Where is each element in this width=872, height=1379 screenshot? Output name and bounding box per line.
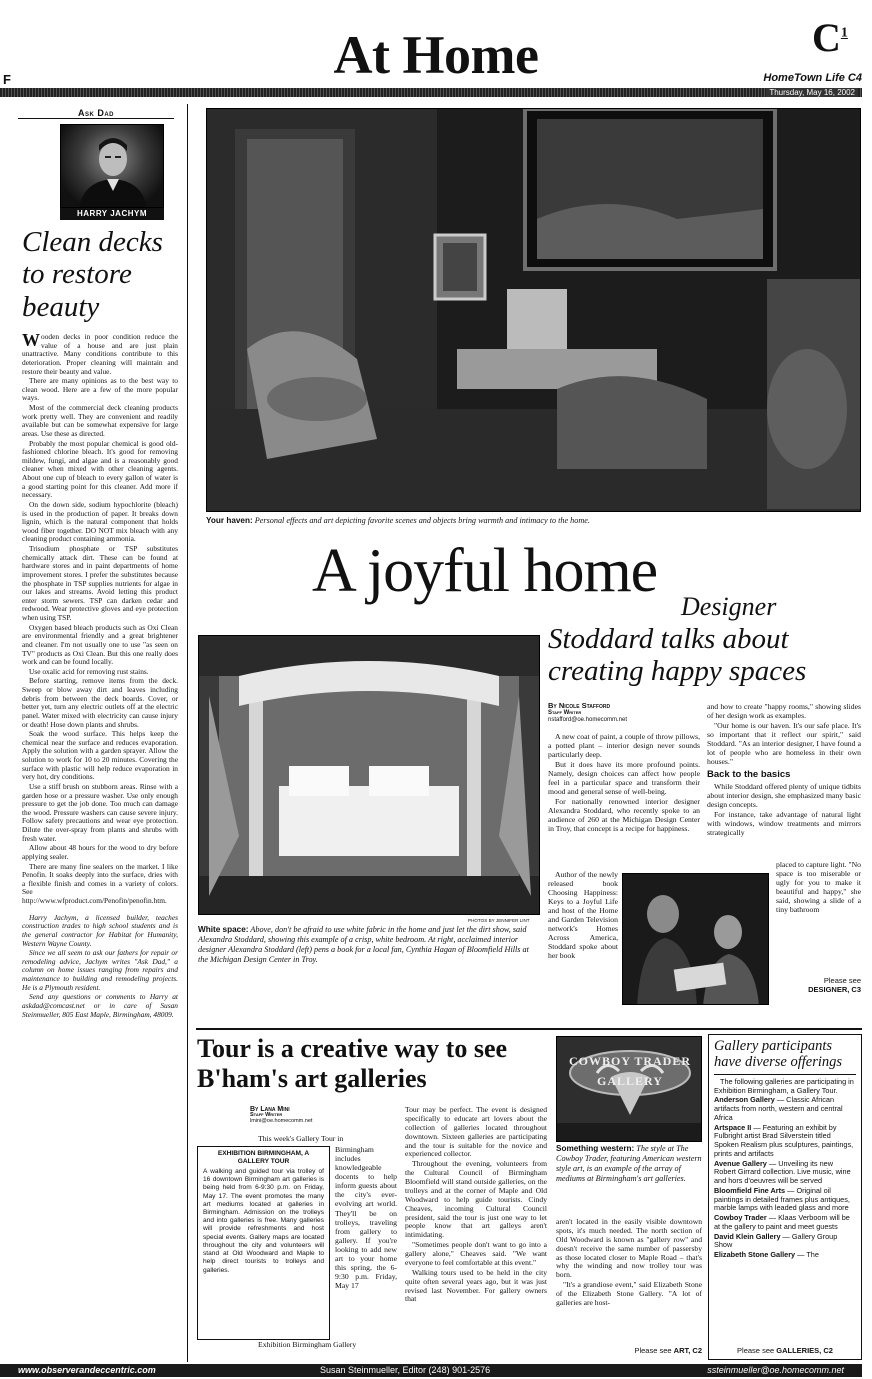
tour-headline: Tour is a creative way to see B'ham's art galleries [197, 1034, 508, 1093]
tour-lead-tail: Exhibition Birmingham Gallery [258, 1340, 357, 1349]
ask-dad-label: Ask Dad [78, 108, 115, 118]
main-col-2: and how to create "happy rooms," showing slides of her design work as examples. "Our home is our haven. It's our safe place. It's so important that it reflect our spirit," said Stoddard. "As an interior designer, I have found a lot of people who are homeless in their own houses." Back to the basics While Stoddard offered plenty of unique tidbits about interior design, she emphasized many basic design concepts. For instance, take advantage of natural light with windows, window treatments and mirrors strategically [707, 702, 861, 838]
gallery-participants-box [708, 1034, 862, 1360]
footer-email[interactable]: ssteinmueller@oe.homecomm.net [707, 1365, 844, 1375]
gallery-item: Artspace II — Featuring an exhibit by Fulbright artist Brad Silverstein titled Spoken Realism plus sculptures, paintings, prints and artifacts [714, 1122, 854, 1158]
gallery-box-title: Gallery participants have diverse offerings [714, 1038, 843, 1070]
section-f-mark: F [3, 72, 11, 87]
gallery-item: David Klein Gallery — Gallery Group Show [714, 1231, 838, 1250]
cowboy-trader-sign-text: COWBOY TRADER GALLERY [568, 1054, 691, 1089]
section-page-letter: $C^1$ [812, 15, 848, 60]
gallery-item: Avenue Gallery — Unveiling its new Robert Girrard collection. Live music, wine and hors d'oeuvres will be served [714, 1158, 851, 1186]
drop-cap: W [22, 330, 40, 350]
tour-top-rule [196, 1028, 862, 1030]
gallery-intro: The following galleries are participating in Exhibition Birmingham, a Gallery Tour. [714, 1076, 854, 1095]
gallery-list [714, 1078, 856, 1260]
tour-col-3: Tour may be perfect. The event is designed specifically to educate art lovers about the collection of galleries located throughout downtown. Sixteen galleries are participating and the tour is suitable for the novice and experienced collector. Throughout the evening, volunteers from the Cultural Council of Birmingham Bloomfield will stand outside galleries, on the trolleys and at the corner of Maple and Old Woodward to help guide tourists. Cindy Cheaves, incoming Cultural Council president, said the tour is just one way to let people know that art galleys aren't intimidating. "Sometimes people don't want to go into a gallery alone," Cheaves said. "We want everyone to feel comfortable at this event." Walking tours used to be held in the city quite often several years ago, but it was just revised last November. For gallery owners that [405, 1105, 547, 1304]
white-bedroom-photo [198, 635, 540, 915]
footer-editor: Susan Steinmueller, Editor (248) 901-2576 [320, 1365, 491, 1375]
footer-bar [0, 1364, 862, 1377]
gallery-item: Cowboy Trader — Klaas Verboom will be at the gallery to paint and meet guests [714, 1213, 850, 1231]
stoddard-signing-photo [622, 873, 769, 1005]
footer-website[interactable]: www.observerandeccentric.com [18, 1365, 156, 1375]
ask-dad-rule [18, 118, 174, 119]
gallery-box-rule [714, 1074, 856, 1075]
tour-col-4: aren't located in the easily visible downtown spots, it's much needed. The north section of Old Woodward is known as "gallery row" and doesn't receive the same number of passersby as those located closer to Maple Road – that's why the winding and now trolley tour was born. "It's a grandiose event," said Elizabeth Stone of the Elizabeth Stone Gallery. "A lot of galleries are host- [556, 1217, 702, 1307]
top-photo-caption: Your haven: Personal effects and art depicting favorite scenes and objects bring warmth and intimacy to the home. [206, 516, 590, 525]
section-title: At Home [333, 25, 539, 85]
gallery-item: Elizabeth Stone Gallery — The [714, 1250, 819, 1260]
column-divider [187, 104, 188, 1362]
main-deck-word: Designer [681, 592, 777, 621]
columnist-name-bar: HARRY JACHYM [60, 208, 164, 220]
gallery-item: Anderson Gallery — Classic African artifacts from north, western and central Africa [714, 1095, 843, 1122]
galleries-jump[interactable]: Please see GALLERIES, C2 [737, 1346, 833, 1355]
subhead-basics: Back to the basics [707, 769, 791, 780]
tour-col-2: Birmingham includes knowledgeable docents to help inform guests about the city's ever-evolving art world. They'll be on trolleys, traveling from gallery to gallery. If you're looking to add new art to your home this spring, the 6-9:30 p.m. Friday, May 17 [335, 1145, 397, 1291]
cowboy-trader-photo [556, 1036, 702, 1142]
hometown-label: HomeTown Life C4 [763, 72, 862, 84]
tour-lead: This week's Gallery Tour in [258, 1134, 344, 1143]
issue-date: Thursday, May 16, 2002 [766, 88, 858, 97]
main-headline: A joyful home [312, 537, 658, 605]
columnist-photo [60, 124, 164, 208]
main-col-2-tail: placed to capture light. "No space is too miserable or ugly for you to make it beautiful and happy," she said, showing a slide of a tiny bathroom [776, 860, 861, 914]
ask-dad-headline: Clean decks to restore beauty [22, 226, 163, 323]
tour-byline: By Lana Mini Staff Writer lmini@oe.homecomm.net [250, 1106, 313, 1125]
masthead-bar [0, 88, 862, 97]
cowboy-trader-caption: Something western: The style at The Cowboy Trader, featuring American western style art, is an example of the array of mediums at Birmingham's art galleries. [556, 1144, 702, 1183]
main-col-1-tail: Author of the newly released book Choosing Happiness: Keys to a Joyful Life and host of the Home and Garden Television network's Homes Across America, Stoddard spoke about her book [548, 870, 618, 960]
tour-info-box [197, 1146, 330, 1340]
gallery-item: Bloomfield Fine Arts — Original oil paintings in detailed frames plus antiques, marble lamps with leaded glass and more [714, 1185, 850, 1213]
main-byline: By Nicole Stafford Staff Writer nstafford@oe.homecomm.net [548, 701, 628, 723]
designer-jump[interactable]: Please see DESIGNER, C3 [808, 976, 861, 994]
bedroom-caption: White space: Above, don't be afraid to use white fabric in the home and just let the dirt show, said Alexandra Stoddard, showing this example of a crisp, white bedroom. At right, acclaimed interior designer Alexandra Stoddard (left) pens a book for a local fan, Cynthia Hagan of Bloomfield Hills at the Michigan Design Center in Troy. [198, 925, 529, 964]
art-jump[interactable]: Please see ART, C2 [634, 1346, 702, 1355]
living-room-photo [206, 108, 861, 512]
ask-dad-body: Wooden decks in poor condition reduce the value of a house and are just plain unattractive. Many conditions contribute to this deterioration. Proper cleaning will maintain and restore their beauty and value. There are many opinions as to the best way to clean wood. Here are a few of the more popular ways. Most of the commercial deck cleaning products work pretty well. They are convenient and readily available but can be somewhat expensive for large areas. Use these as directed. Probably the most popular chemical is good old-fashioned chlorine bleach. It's good for removing mildew, fungi, and algae and is a reasonably good cleaner when mixed with other cleaning agents. About one cup of bleach to every gallon of water is a good starting point for this cleaner. Add more if necessary. On the down side, sodium hypochlorite (bleach) is used in the production of paper. It breaks down lignin, which is the natural component that holds wood fiber together. DO NOT mix bleach with any cleaning product containing ammonia. Trisodium phosphate or TSP substitutes chemically attack dirt. These can be found at hardware stores and in paint departments of home improvement stores. I prefer the substitutes because the phosphate in TSP supplies nutrients for algae in our lakes and streams. Avoid letting this product enter storm sewers. TSP can darken cedar and redwood. Wear protective gloves and eye protection when using TSP. Oxygen based bleach products such as Oxi Clean are environmental friendly and a great brightener and cleaner. I'm not usually one to use "as seen on TV" products as Oxi Clean. But this one really does work and can be found locally. Use oxalic acid for removing rust stains. Before starting, remove items from the deck. Sweep or blow away dirt and leaves including debris from between the deck boards. Cover, or better yet, turn any electric outlets off at the electric panel. Water mixed with electricity can cause injury or death! Hose down plants and shrubs. Soak the wood surface. This helps keep the chemical near the surface and reduces evaporation. Apply the solution with a garden sprayer. Allow the solution to work for 10 to 20 minutes. Covering the surface with plastic will help reduce evaporation in very hot, dry conditions. Use a stiff brush on stubborn areas. Rinse with a garden hose or a pressure washer. Use only enough pressure to get the job done. Too much can damage the wood. Pressure washers can cause severe injury. Follow safety precautions and wear eye protection. Dilute the over-spray from plants and shrubs with fresh water. Allow about 48 hours for the wood to dry before applying sealer. There are many fine sealers on the market. I like Penofin. It soaks deeply into the surface, dries with a flexible finish and comes in a variety of colors. See http://www.wfproduct.com/Penofin/penofin.htm. Harry Jachym, a licensed builder, teaches construction trades to high school students and is the general contractor for Habitat for Humanity, Western Wayne County. Since we all seem to ask our fathers for repair or remodeling advice, Jachym writes "Ask Dad," a column on home issues ranging from repairs and maintenance to building and remodeling projects. He is a Plymouth resident. Send any questions or comments to Harry at askdad@comcast.net or in care of Susan Steinmueller, 805 East Maple, Birmingham, 48009. [22, 330, 178, 1019]
tour-info-box-text: A walking and guided tour via trolley of 16 downtown Birmingham art galleries is being held from 6-9:30 p.m. on Friday, May 17. The event promotes the many art mediums located at galleries in Birmingham. Admission on the trolleys and into galleries is free. Many galleries will provide refreshments and host special events. Gallery maps are located throughout the city and volunteers will stand at Old Woodward and Maple to help direct tourists to trolleys and galleries. [203, 1167, 324, 1274]
photo-credit: PHOTOS BY JENNIFER LINT [468, 918, 530, 923]
tour-info-box-title: EXHIBITION BIRMINGHAM, A GALLERY TOUR [217, 1150, 310, 1165]
main-col-1: A new coat of paint, a couple of throw pillows, a potted plant – interior design never sounds particularly deep. But it does have its more profound points. Namely, design choices can affect how people feel in a particular space and transform their mood and general sense of well-being. For nationally renowned interior designer Alexandra Stoddard, who recently spoke to an audience of 260 at the Michigan Design Center in Troy, that concept is a recipe for happiness. [548, 732, 700, 833]
main-deck: Stoddard talks about creating happy spaces [548, 623, 807, 688]
